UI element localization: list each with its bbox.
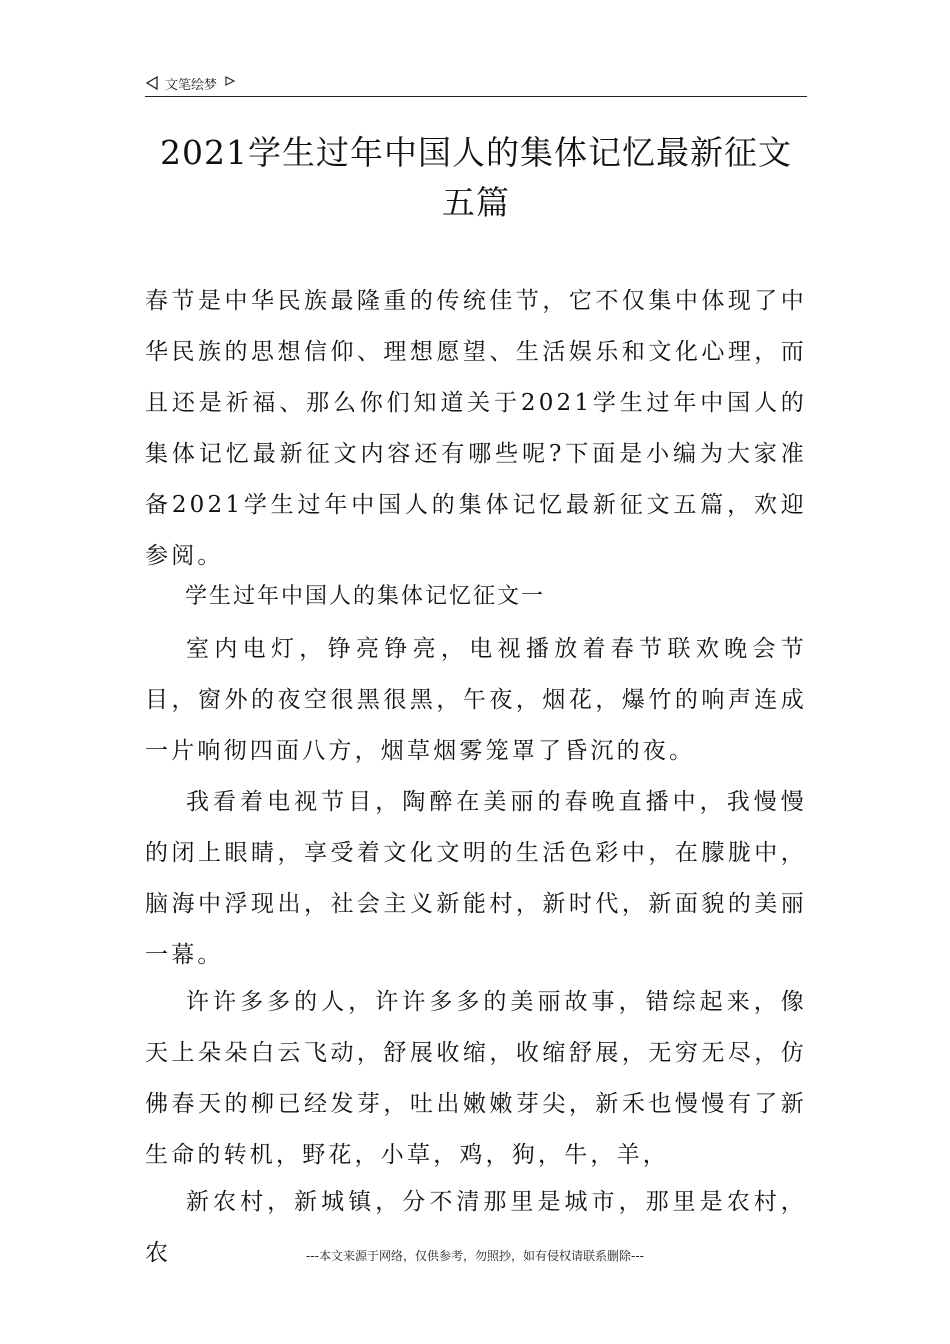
body-paragraph-3: 许许多多的人，许许多多的美丽故事，错综起来，像天上朵朵白云飞动，舒展收缩，收缩舒展，无穷无尽，仿佛春天的柳已经发芽，吐出嫩嫩芽尖，新禾也慢慢有了新生命的转机，野花，小草，鸡，狗，牛，羊， bbox=[145, 989, 807, 1168]
header-brand: 文笔绘梦 bbox=[165, 77, 218, 93]
document-title bbox=[145, 128, 807, 228]
intro-paragraph: 春节是中华民族最隆重的传统佳节，它不仅集中体现了中华民族的思想信仰、理想愿望、生活娱乐和文化心理，而且还是祈福、那么你们知道关于2021学生过年中国人的集体记忆最新征文内容还有哪些呢?下面是小编为大家准备2021学生过年中国人的集体记忆最新征文五篇，欢迎参阅。 bbox=[145, 288, 807, 569]
triangle-left-outline-icon bbox=[145, 76, 159, 90]
page-footer: ---本文来源于网络，仅供参考，勿照抄，如有侵权请联系删除--- bbox=[306, 1249, 644, 1263]
section-heading: 学生过年中国人的集体记忆征文一 bbox=[185, 584, 546, 609]
title-line-2: 五篇 bbox=[442, 183, 510, 222]
body-paragraph-4: 新农村，新城镇，分不清那里是城市，那里是农村，农 bbox=[145, 1189, 807, 1266]
body-paragraph-1: 室内电灯，铮亮铮亮，电视播放着春节联欢晚会节目，窗外的夜空很黑很黑，午夜，烟花，爆竹的响声连成一片响彻四面八方，烟草烟雾笼罩了昏沉的夜。 bbox=[145, 636, 807, 764]
page-header bbox=[145, 70, 807, 97]
title-line-1: 2021学生过年中国人的集体记忆最新征文 bbox=[160, 133, 792, 172]
triangle-right-outline-icon bbox=[225, 76, 235, 86]
body-paragraph-2: 我看着电视节目，陶醉在美丽的春晚直播中，我慢慢的闭上眼睛，享受着文化文明的生活色彩中，在朦胧中，脑海中浮现出，社会主义新能村，新时代，新面貌的美丽一幕。 bbox=[145, 789, 807, 968]
